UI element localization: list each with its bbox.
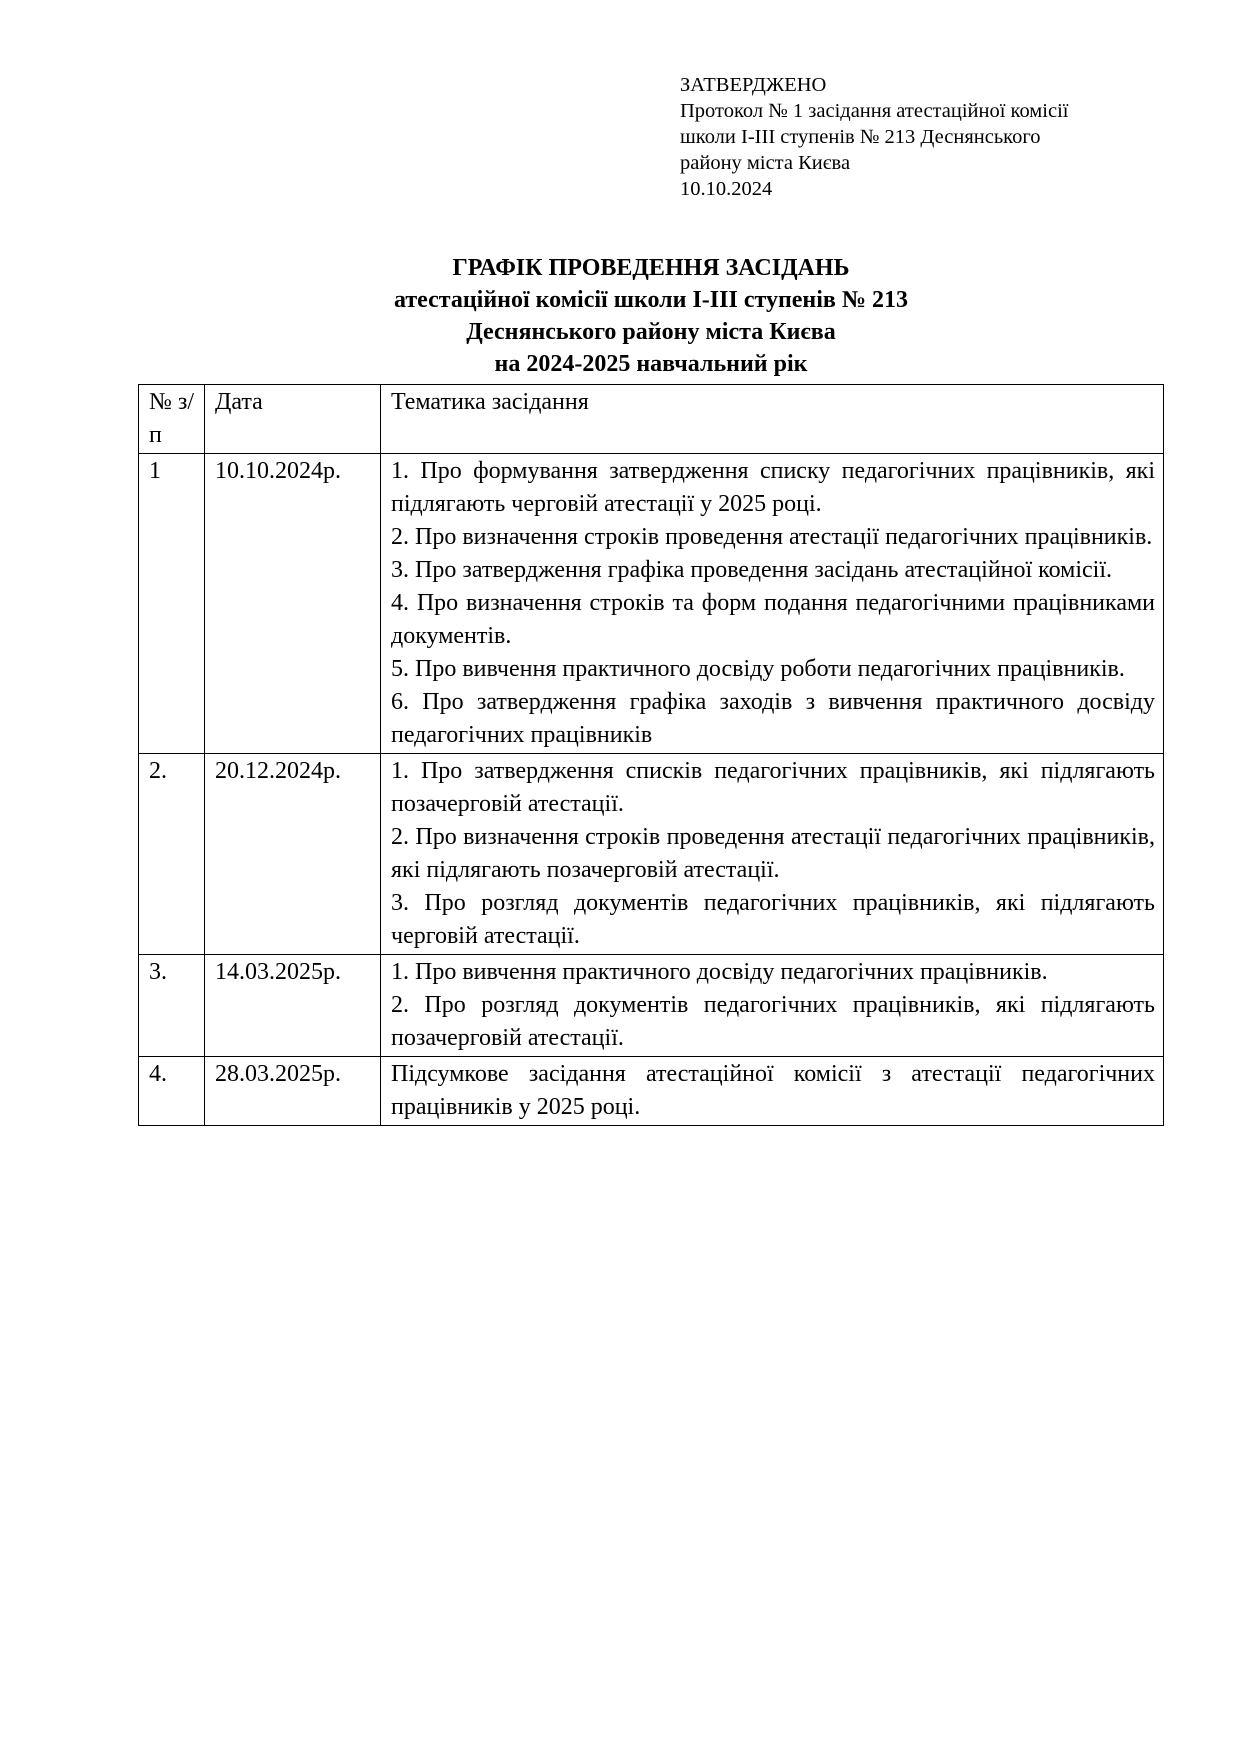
- table-row: [139, 454, 1164, 754]
- title-line: атестаційної комісії школи І-ІІІ ступенів № 213: [393, 287, 908, 313]
- document-title: [138, 252, 1164, 380]
- topic-item: 4. Про визначення строків та форм подання педагогічними працівниками документів.: [391, 590, 1155, 649]
- approval-school-line: школи І-ІІІ ступенів № 213 Деснянського: [680, 126, 1041, 148]
- row-topics: [381, 1057, 1164, 1126]
- approval-stamp: [680, 72, 1200, 202]
- row-number: 4.: [139, 1057, 205, 1126]
- row-number: 3.: [139, 955, 205, 1057]
- topic-item: 1. Про формування затвердження списку педагогічних працівників, які підлягають черговій атестації у 2025 році.: [391, 458, 1155, 517]
- topic-item: Підсумкове засідання атестаційної комісії з атестації педагогічних працівників у 2025 році.: [391, 1061, 1155, 1120]
- topic-item: 6. Про затвердження графіка заходів з вивчення практичного досвіду педагогічних працівників: [391, 689, 1155, 748]
- row-topics: [381, 454, 1164, 754]
- topic-item: 2. Про визначення строків проведення атестації педагогічних працівників.: [391, 524, 1153, 550]
- row-date: 10.10.2024р.: [205, 454, 381, 754]
- topic-item: 3. Про розгляд документів педагогічних працівників, які підлягають черговій атестації.: [391, 890, 1155, 949]
- topic-item: 3. Про затвердження графіка проведення засідань атестаційної комісії.: [391, 557, 1112, 583]
- header-topic: Тематика засідання: [381, 385, 1164, 454]
- row-topics: [381, 955, 1164, 1057]
- header-date: Дата: [205, 385, 381, 454]
- title-line: на 2024-2025 навчальний рік: [494, 351, 808, 377]
- topic-item: 2. Про розгляд документів педагогічних працівників, які підлягають позачерговій атестації.: [391, 992, 1155, 1051]
- table-row: [139, 754, 1164, 955]
- row-number: 1: [139, 454, 205, 754]
- approval-protocol-line: Протокол № 1 засідання атестаційної комісії: [680, 100, 1069, 122]
- table-body: [139, 454, 1164, 1126]
- meeting-schedule-table: [138, 384, 1164, 1126]
- topic-item: 1. Про затвердження списків педагогічних працівників, які підлягають позачерговій атестації.: [391, 758, 1155, 817]
- approval-heading: ЗАТВЕРДЖЕНО: [680, 74, 827, 96]
- row-date: 20.12.2024р.: [205, 754, 381, 955]
- topic-item: 1. Про вивчення практичного досвіду педагогічних працівників.: [391, 959, 1048, 985]
- header-number: № з/п: [139, 385, 205, 454]
- title-line: Деснянського району міста Києва: [466, 319, 836, 345]
- table-header-row: [139, 385, 1164, 454]
- topic-item: 2. Про визначення строків проведення атестації педагогічних працівників, які підлягають позачерговій атестації.: [391, 824, 1155, 883]
- approval-date: 10.10.2024: [680, 178, 773, 200]
- row-date: 28.03.2025р.: [205, 1057, 381, 1126]
- table-row: [139, 955, 1164, 1057]
- row-number: 2.: [139, 754, 205, 955]
- row-topics: [381, 754, 1164, 955]
- topic-item: 5. Про вивчення практичного досвіду роботи педагогічних працівників.: [391, 656, 1125, 682]
- table-row: [139, 1057, 1164, 1126]
- approval-district-line: району міста Києва: [680, 152, 851, 174]
- row-date: 14.03.2025р.: [205, 955, 381, 1057]
- title-line: ГРАФІК ПРОВЕДЕННЯ ЗАСІДАНЬ: [452, 255, 850, 281]
